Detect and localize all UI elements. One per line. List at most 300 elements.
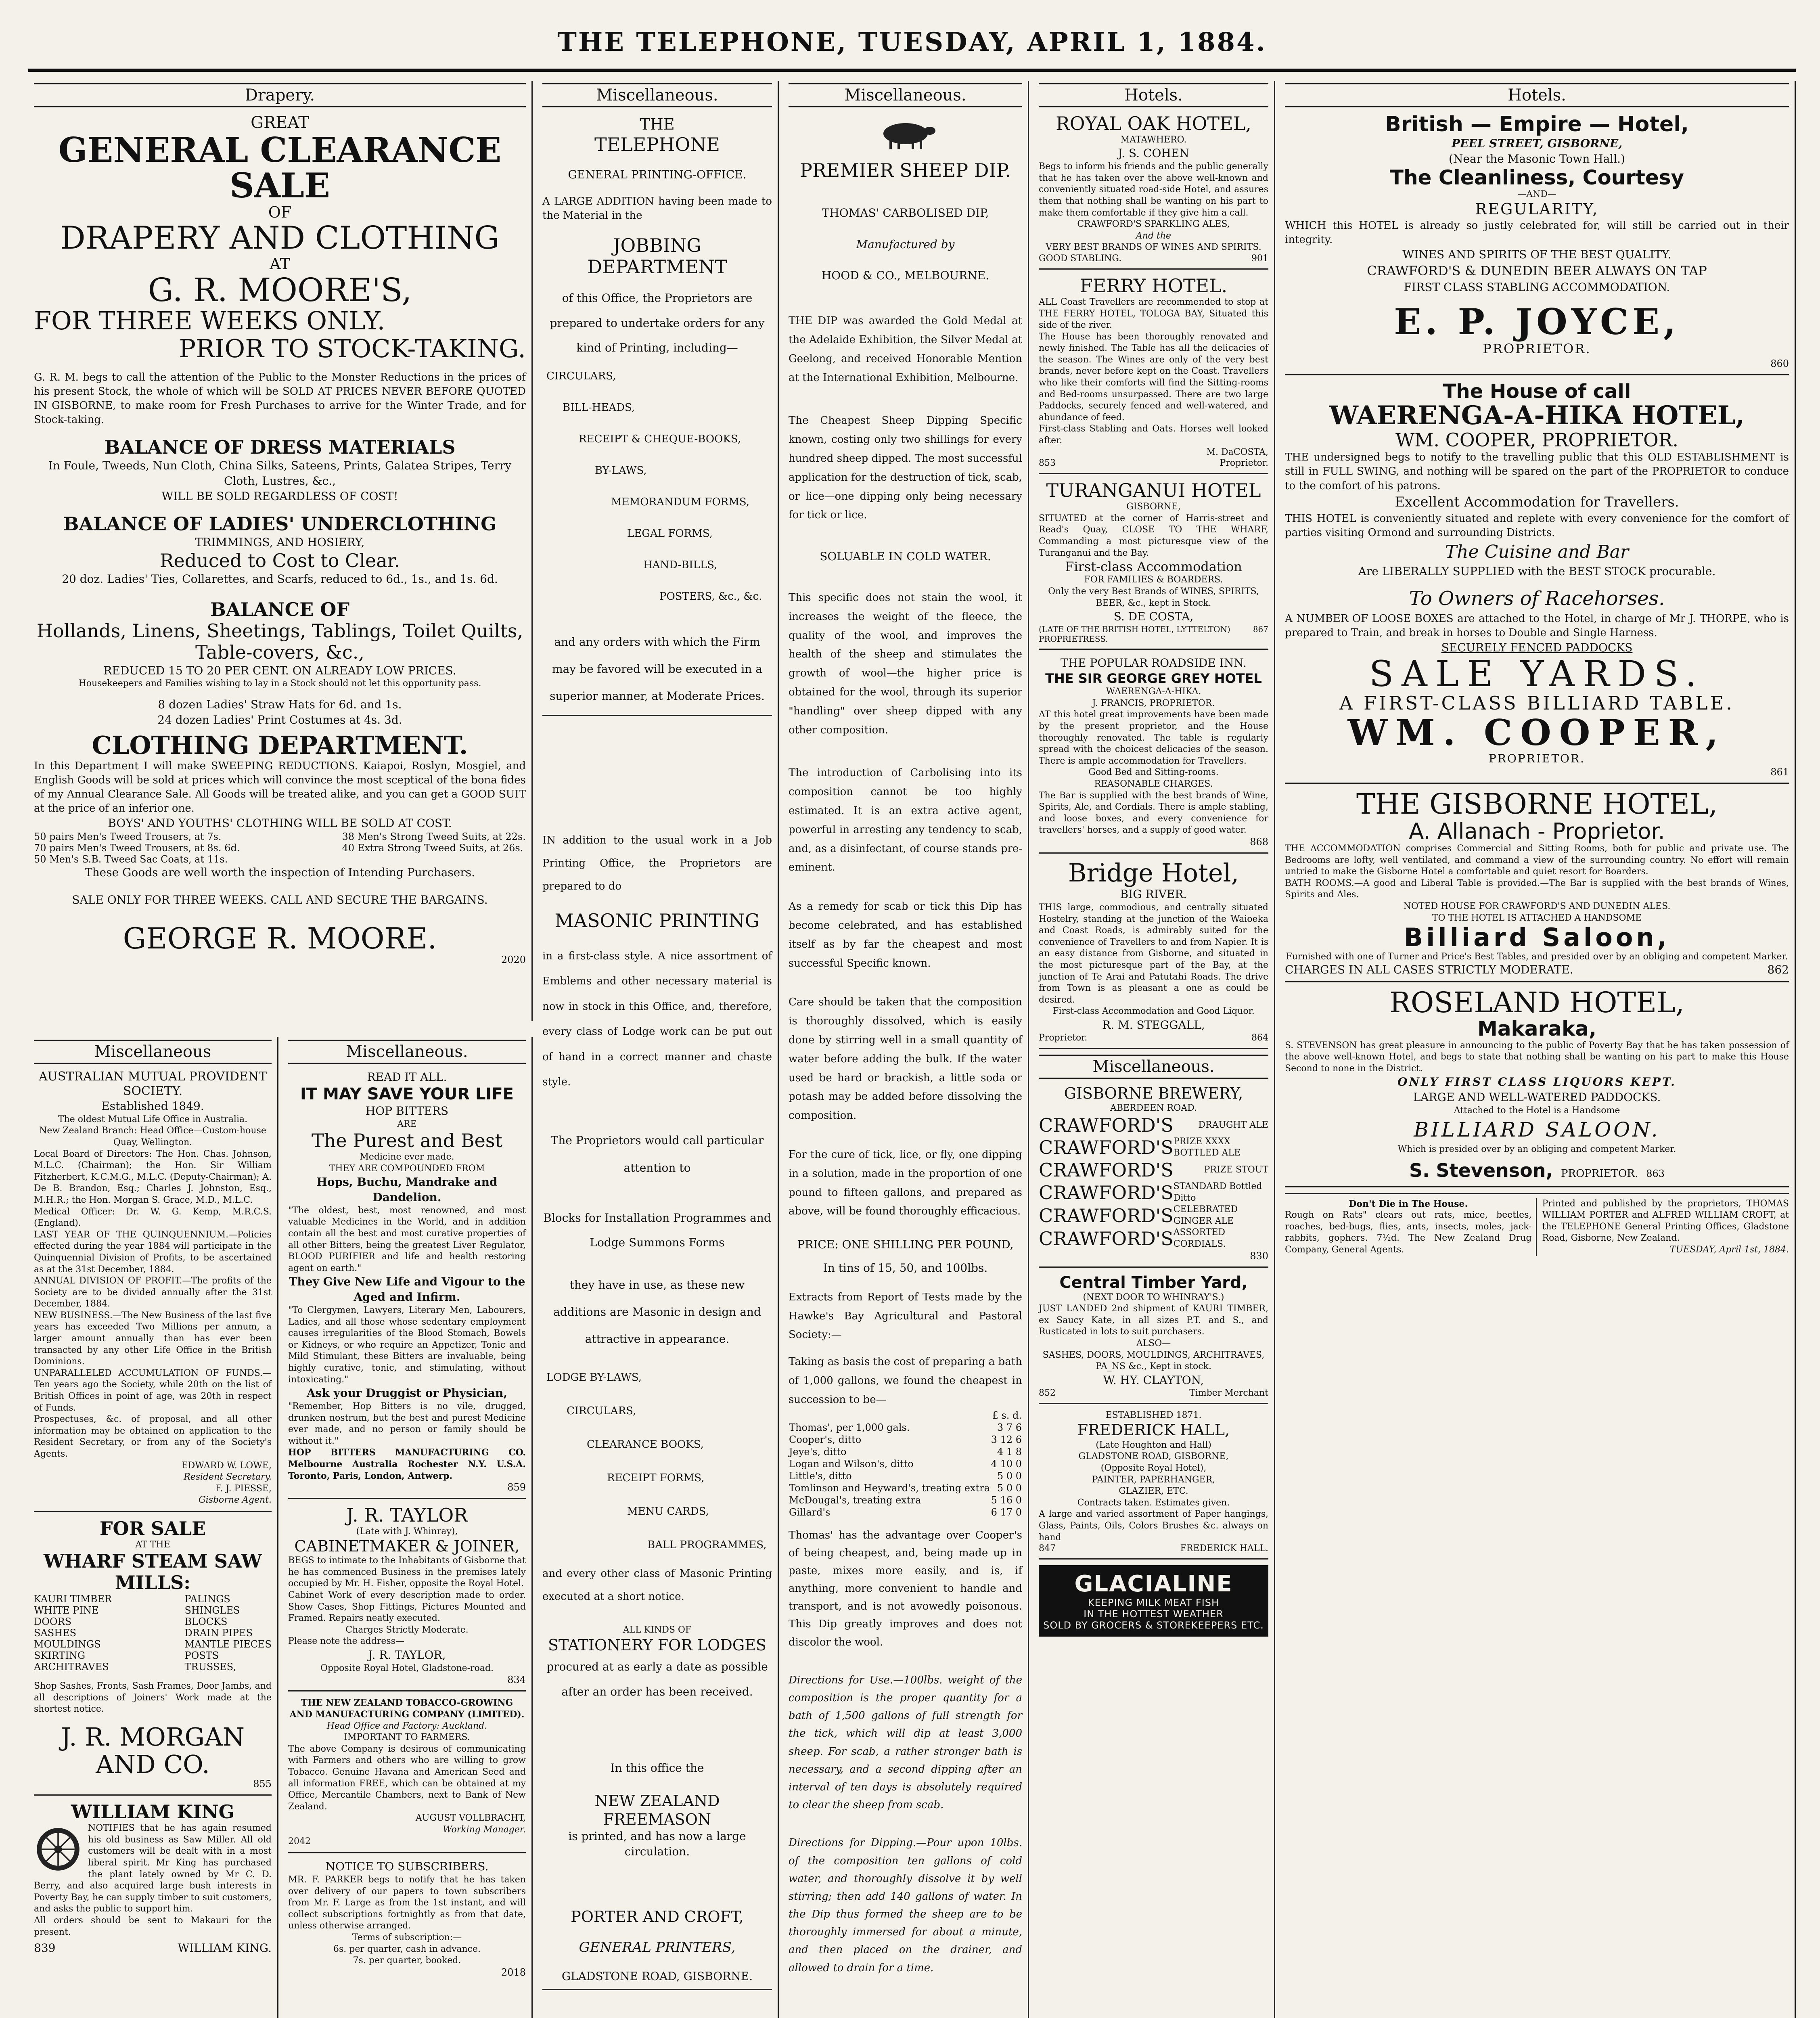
hood-name: HOOD & CO., MELBOURNE. <box>821 269 989 283</box>
turanganui-title: TURANGANUI HOTEL <box>1046 479 1261 502</box>
hotels-column-2 <box>1279 81 1796 2018</box>
sawmill-items-right <box>185 1593 272 1673</box>
dont-die-advert <box>1285 1198 1537 1256</box>
print-item: BILL-HEADS, <box>563 402 635 414</box>
amp-annual: ANNUAL DIVISION OF PROFIT.—The profits of the Society are to be divided annually after the 31st December, 1884. <box>34 1276 272 1309</box>
under-title: BALANCE OF LADIES' UNDERCLOTHING <box>63 513 497 535</box>
tobacco-role: Working Manager. <box>443 1824 526 1835</box>
amp-last-year: LAST YEAR OF THE QUINQUENNIUM.—Policies effected during the year 1884 will participate in the Quinquennial Division of Profits, to be ascertained as at the 31st December, 1884. <box>34 1229 272 1275</box>
house-of-call: The House of call <box>1443 380 1631 403</box>
ad-number: 2018 <box>501 1966 526 1978</box>
noted-house: NOTED HOUSE FOR CRAWFORD'S AND DUNEDIN ALES. <box>1403 901 1671 912</box>
general-printers: GENERAL PRINTERS, <box>579 1939 736 1955</box>
situated-text: THIS HOTEL is conveniently situated and replete with every convenience for the comfort of parties visiting Ormond and surrounding Districts. <box>1285 512 1789 539</box>
cure-text: For the cure of tick, lice, or fly, one dipping in a solution, made in the proportion of one pound to fifteen gallons, and prepared as above, will be found thoroughly efficacious. <box>789 1148 1022 1218</box>
bridge-accom: First-class Accommodation and Good Liquor. <box>1052 1006 1255 1017</box>
remedy-text: As a remedy for scab or tick this Dip has become celebrated, and has established itself as by far the cheapest and most successful Specific known. <box>789 900 1022 969</box>
call-attention: The Proprietors would call particular attention to <box>550 1134 764 1174</box>
brewery-advert <box>1039 1084 1268 1268</box>
clothing-price-list <box>34 831 526 865</box>
stevenson-role: PROPRIETOR. <box>1561 1167 1638 1180</box>
ad-number: 864 <box>1251 1032 1268 1043</box>
cost-table <box>789 1409 1022 1518</box>
sawmill-item: PALINGS <box>184 1593 230 1605</box>
hall-advert <box>1039 1410 1268 1560</box>
table-row <box>789 1434 1022 1446</box>
sheep-dip-column <box>783 81 1029 2018</box>
sawmill-item: SHINGLES <box>184 1605 240 1616</box>
section-drapery: Drapery. <box>34 83 526 107</box>
taylor-signature: J. R. TAYLOR, <box>368 1648 446 1662</box>
table-row <box>789 1506 1022 1518</box>
moore-advert <box>34 113 526 965</box>
large-paddocks: LARGE AND WELL-WATERED PADDOCKS. <box>1413 1091 1661 1104</box>
print-item: MEMORANDUM FORMS, <box>611 496 749 509</box>
masonic-text: in a first-class style. A nice assortment of Emblems and other necessary material is now in stock in this Office, and, therefore, every class of Lodge work can be put out of hand in a correct manner and chaste style. <box>542 950 772 1088</box>
table-cell: Logan and Wilson's, ditto <box>789 1458 914 1470</box>
sheep-dip-advert <box>789 115 1022 2018</box>
sawmill-item: SKIRTING <box>34 1650 86 1662</box>
ad-number: 2020 <box>501 954 526 966</box>
turanganui-footer <box>1039 624 1268 644</box>
gladstone-road: GLADSTONE ROAD, GISBORNE. <box>561 1970 753 1983</box>
bottom-notices <box>1285 1193 1789 1256</box>
sawmill-items <box>34 1593 272 1673</box>
attached-text: TO THE HOTEL IS ATTACHED A HANDSOME <box>1432 913 1642 923</box>
hop-quote: "The oldest, best, most renowned, and most valuable Medicines in the World, and in addition contain all the best and most curative properties of all other Bitters, being the greatest Liver Regulator, BLOOD PURIFIER and life and health restoring agent on earth." <box>288 1205 526 1273</box>
advantage-text: Thomas' has the advantage over Cooper's of being cheapest, and, being made up in paste, mixes more easily, and is, if anything, more convenient to handle and transport, and is not avowedly poisonous. This Dip greatly improves and does not discolor the wool. <box>789 1529 1022 1648</box>
billiard-saloon-title: Billiard Saloon, <box>1404 923 1670 952</box>
stationery-title: STATIONERY FOR LODGES <box>548 1636 766 1654</box>
and-label: —AND— <box>1517 189 1556 199</box>
waerenga-hotel-advert <box>1285 381 1789 784</box>
brand-row <box>1039 1181 1268 1204</box>
amp-unparalleled: UNPARALLELED ACCUMULATION OF FUNDS.—Ten years ago the Society, while 20th on the list of British Offices in point of age, was 20th in respect of Funds. <box>34 1368 272 1413</box>
masonic-more: they have in use, as these new additions are Masonic in design and attractive in appearance. <box>553 1278 761 1346</box>
holland-items: Hollands, Linens, Sheetings, Tablings, Toilet Quilts, Table-covers, &c., <box>36 620 523 663</box>
aberdeen-road: ABERDEEN ROAD. <box>1110 1103 1197 1114</box>
brand-name: PRIZE STOUT <box>1204 1164 1268 1175</box>
only-first-class: ONLY FIRST CLASS LIQUORS KEPT. <box>1397 1075 1676 1089</box>
moore-intro: G. R. M. begs to call the attention of the Public to the Monster Reductions in the prices of his present Stock, the whole of which will be SOLD AT PRICES NEVER BEFORE QUOTED IN GISBORNE, to make room for Fresh Purchases to arrive for the Winter Trade, and for Stock-taking. <box>34 371 526 426</box>
cuisine-bar: The Cuisine and Bar <box>1445 541 1629 562</box>
matawhero: MATAWHERO. <box>1120 134 1187 145</box>
amp-piesse-role: Gisborne Agent. <box>199 1495 272 1505</box>
freemason-title: NEW ZEALAND FREEMASON <box>594 1792 720 1828</box>
ad-number: 839 <box>34 1941 56 1955</box>
handsome-label: Attached to the Hotel is a Handsome <box>1454 1105 1620 1116</box>
cohen-text: Begs to inform his friends and the public generally that he has taken over the above well-known and conveniently situated road-side Hotel, and assures them that nothing shall be wanting on his part to make them comfortable if they give him a call. <box>1039 161 1268 218</box>
purest-best: The Purest and Best <box>312 1130 502 1152</box>
stevenson-text: S. STEVENSON has great pleasure in announcing to the public of Poverty Bay that he has taken possession of the above well-known Hotel, and begs to state that nothing shall be wanting on his part to make this House Second to none in the District. <box>1285 1040 1789 1074</box>
table-cell: Tomlinson and Heyward's, treating extra <box>789 1482 990 1494</box>
at-label: AT <box>270 255 290 273</box>
excellent-accom: Excellent Accommodation for Travellers. <box>1395 494 1679 510</box>
royal-oak-footer <box>1039 253 1268 264</box>
timber-next: (NEXT DOOR TO WHINRAY'S.) <box>1083 1292 1224 1302</box>
imprint-text: Printed and published by the proprietors, THOMAS WILLIAM PORTER and ALFRED WILLIAM CROFT, at the TELEPHONE General Printing Offices, Gladstone Road, Gisborne, New Zealand. <box>1542 1198 1789 1243</box>
taylor-address: Opposite Royal Hotel, Gladstone-road. <box>320 1663 494 1673</box>
lodge-item: RECEIPT FORMS, <box>607 1472 705 1484</box>
and-the: And the <box>1136 230 1171 241</box>
procured-text: procured at as early a date as possible after an order has been received. <box>546 1660 768 1698</box>
brand-row <box>1039 1136 1268 1159</box>
section-misc: Miscellaneous <box>34 1040 272 1064</box>
cleanliness: The Cleanliness, Courtesy <box>1389 165 1684 189</box>
established-label: ESTABLISHED 1871. <box>1105 1410 1202 1420</box>
lodge-end: and every other class of Masonic Printing executed at a short notice. <box>542 1567 772 1603</box>
lodge-list <box>542 1361 772 1562</box>
cabinetmaker: CABINETMAKER & JOINER, <box>294 1537 520 1555</box>
brewery-title: GISBORNE BREWERY, <box>1064 1084 1243 1102</box>
tins-line: In tins of 15, 50, and 100lbs. <box>823 1261 988 1275</box>
amp-medical: Medical Officer: Dr. W. G. Kemp, M.R.C.S. (England). <box>34 1206 272 1229</box>
holland-note: Housekeepers and Families wishing to lay in a Stock should not let this opportunity pass. <box>78 678 481 689</box>
clothing-title: CLOTHING DEPARTMENT. <box>92 730 468 760</box>
brand-row <box>1039 1159 1268 1181</box>
allanach-name: A. Allanach - Proprietor. <box>1409 818 1665 844</box>
misc-column-1a <box>28 1037 278 2018</box>
directions-use: Directions for Use.—100lbs. weight of the composition is the proper quantity for a bath of 1,500 gallons of full strength for the tick, which will dip at least 3,000 sheep. For scab, a rather stronger bath is necessary, and a second dipping after an interval of ten days is absolutely required to clear the sheep from scab. <box>789 1674 1022 1811</box>
near-hall: (Near the Masonic Town Hall.) <box>1449 152 1625 165</box>
ferry-stabling: First-class Stabling and Oats. Horses well looked after. <box>1039 424 1268 446</box>
under-text: 20 doz. Ladies' Ties, Collarettes, and Scarfs, reduced to 6d., 1s., and 1s. 6d. <box>62 572 498 586</box>
waerenga-label: WAERENGA-A-HIKA. <box>1106 687 1201 697</box>
also-text: SASHES, DOORS, MOULDINGS, ARCHITRAVES, PA_NS &c., Kept in stock. <box>1042 1350 1265 1372</box>
ad-number: 868 <box>1250 836 1268 848</box>
amp-title: AUSTRALIAN MUTUAL PROVIDENT SOCIETY. <box>38 1070 267 1098</box>
section-hotels: Hotels. <box>1285 83 1789 107</box>
printing-column <box>537 81 779 2018</box>
ferry-role: Proprietor. <box>1220 458 1268 469</box>
table-row <box>789 1458 1022 1470</box>
hop-remember: "Remember, Hop Bitters is no vile, drugged, drunken nostrum, but the best and purest Medicine ever made, and no person or family should be without it." <box>288 1401 526 1446</box>
sheep-icon <box>873 115 938 152</box>
table-header-cell: £ s. d. <box>992 1409 1022 1421</box>
timber-title: Central Timber Yard, <box>1059 1273 1248 1292</box>
makaraka: Makaraka, <box>1477 1017 1596 1040</box>
cohen-name: J. S. COHEN <box>1118 147 1189 160</box>
care-text: Care should be taken that the composition is thoroughly dissolved, which is easily done by stirring well in a small quantity of water before adding the bulk. If the water used be hard or brackish, a little soda or potash may be added before dissolving the composition. <box>789 996 1022 1122</box>
price-item: 50 Men's S.B. Tweed Sac Coats, at 11s. <box>34 853 228 865</box>
sawmill-item: SASHES <box>34 1627 77 1639</box>
sawmill-item: ARCHITRAVES <box>34 1661 109 1673</box>
grey-title: THE SIR GEORGE GREY HOTEL <box>1045 670 1262 686</box>
notice-terms-1: 6s. per quarter, cash in advance. <box>333 1944 481 1954</box>
printing-advert <box>542 115 772 716</box>
billiard-saloon: BILLIARD SALOON. <box>1414 1118 1660 1142</box>
joyce-name: E. P. JOYCE, <box>1394 300 1680 343</box>
ad-number: 862 <box>1767 963 1789 977</box>
price-item: 50 pairs Men's Tweed Trousers, at 7s. <box>34 831 222 842</box>
compounded-from: THEY ARE COMPOUNDED FROM <box>329 1163 485 1174</box>
glacialine-advert <box>1039 1565 1268 1637</box>
tobacco-title: THE NEW ZEALAND TOBACCO-GROWING AND MANUFACTURING COMPANY (LIMITED). <box>289 1698 525 1720</box>
taylor-charges: Charges Strictly Moderate. <box>345 1624 469 1635</box>
print-list <box>542 360 772 612</box>
hall-address: GLADSTONE ROAD, GISBORNE, <box>1078 1451 1229 1462</box>
ad-number: 847 <box>1039 1543 1056 1554</box>
brand-name: ASSORTED CORDIALS. <box>1173 1227 1226 1250</box>
drapery-heading: DRAPERY AND CLOTHING <box>60 220 500 256</box>
amp-advert <box>34 1070 272 1512</box>
imprint <box>1542 1198 1789 1256</box>
ferry-title: FERRY HOTEL. <box>1079 275 1228 297</box>
amp-prospectus: Prospectuses, &c. of proposal, and all other information may be obtained on application to the Resident Secretary, or from any of the Society's Agents. <box>34 1414 272 1459</box>
sawmill-item: DRAIN PIPES <box>184 1627 253 1639</box>
amp-new-business: NEW BUSINESS.—The New Business of the last five years has exceeded Two Millions per annum, a larger amount annually than has ever been transacted by any other Life Office in the British Dominions. <box>34 1310 272 1367</box>
sawmill-items-left <box>34 1593 112 1673</box>
carbolised: THOMAS' CARBOLISED DIP, <box>822 206 989 220</box>
print-item: RECEIPT & CHEQUE-BOOKS, <box>579 433 741 446</box>
gisborne-text: THE ACCOMMODATION comprises Commercial and Sitting Rooms, both for public and private use. The Bedrooms are lofty, well ventilated, and command a view of the surrounding country. No effort will remain untried to make the Gisborne Hotel a comfortable and quiet resort for Boarders. <box>1285 844 1789 877</box>
tobacco-farmers: IMPORTANT TO FARMERS. <box>344 1732 470 1743</box>
jobbing-title: JOBBING DEPARTMENT <box>587 234 727 278</box>
telephone-title: TELEPHONE <box>594 133 720 155</box>
lodge-item: BALL PROGRAMMES, <box>647 1539 767 1551</box>
table-cell: Gillard's <box>789 1506 831 1518</box>
ad-number: 901 <box>1251 253 1268 264</box>
tobacco-advert <box>288 1697 526 1853</box>
hall-painter: PAINTER, PAPERHANGER, <box>1092 1474 1215 1485</box>
bridge-footer <box>1039 1033 1268 1043</box>
of-label: OF <box>268 203 292 222</box>
amp-established: Established 1849. <box>101 1099 204 1113</box>
families: FOR FAMILIES & BOARDERS. <box>1084 575 1223 585</box>
sawmill-item: BLOCKS <box>184 1616 228 1628</box>
print-item: POSTERS, &c., &c. <box>659 590 762 603</box>
hats-line-2: 24 dozen Ladies' Print Costumes at 4s. 3d. <box>157 713 402 726</box>
extracts-text: Extracts from Report of Tests made by the Hawke's Bay Agricultural and Pastoral Society:— <box>789 1291 1022 1341</box>
tobacco-text: The above Company is desirous of communicating with Farmers and others who are willing to grow Tobacco. Genuine Havana and American Seed and all information FREE, which can be obtained at my Office, Mercantile Chambers, next to Bank of New Zealand. <box>288 1744 526 1812</box>
premier-title: PREMIER SHEEP DIP. <box>800 159 1011 181</box>
table-row <box>789 1482 1022 1494</box>
blocks-text: Blocks for Installation Programmes and Lodge Summons Forms <box>543 1211 771 1250</box>
ferry-footer <box>1039 458 1268 468</box>
grey-text: AT this hotel great improvements have been made by the present proprietor, and the House thoroughly renovated. The table is regularly spread with the choicest delicacies of the season. There is ample accommodation for Travellers. <box>1039 710 1268 766</box>
taylor-advert <box>288 1505 526 1691</box>
notice-terms-2: 7s. per quarter, booked. <box>353 1955 461 1966</box>
crawford-dunedin: CRAWFORD'S & DUNEDIN BEER ALWAYS ON TAP <box>1367 263 1707 278</box>
in-office: In this office the <box>610 1761 704 1775</box>
table-cell: Little's, ditto <box>789 1470 852 1482</box>
print-item: CIRCULARS, <box>546 370 616 383</box>
lodge-item: MENU CARDS, <box>627 1505 709 1518</box>
print-item: HAND-BILLS, <box>643 559 718 571</box>
printing-office: GENERAL PRINTING-OFFICE. <box>568 168 747 182</box>
table-row <box>789 1446 1022 1458</box>
royal-oak-advert <box>1039 113 1268 270</box>
notice-terms: Terms of subscription:— <box>352 1932 462 1943</box>
misc-column-1b <box>282 1037 533 2018</box>
grey-charges: REASONABLE CHARGES. <box>1094 779 1213 789</box>
taylor-text: BEGS to intimate to the Inhabitants of Gisborne that he has commenced Business in the premises lately occupied by Mr. H. Fisher, opposite the Royal Hotel. <box>288 1555 526 1589</box>
sale-three-weeks: SALE ONLY FOR THREE WEEKS. CALL AND SECURE THE BARGAINS. <box>72 893 488 906</box>
glacialine-hottest: IN THE HOTTEST WEATHER <box>1084 1608 1224 1620</box>
tobacco-signature: AUGUST VOLLBRACHT, <box>415 1813 526 1823</box>
clearance-title: GENERAL CLEARANCE SALE <box>58 130 502 206</box>
bath-rooms: BATH ROOMS.—A good and Liberal Table is provided.—The Bar is supplied with the best brands of Wines, Spirits and Ales. <box>1285 878 1789 900</box>
sawmill-item: TRUSSES, <box>184 1661 236 1673</box>
hall-opposite: (Opposite Royal Hotel), <box>1100 1463 1207 1473</box>
decosta-role: (LATE OF THE BRITISH HOTEL, LYTTELTON) PROPRIETRESS. <box>1039 624 1230 644</box>
charges-line: CHARGES IN ALL CASES STRICTLY MODERATE. <box>1285 963 1573 977</box>
notice-advert <box>288 1859 526 1983</box>
taylor-name: J. R. TAYLOR <box>346 1504 468 1526</box>
ingredients: Hops, Buchu, Mandrake and Dandelion. <box>316 1175 498 1204</box>
large-addition: A LARGE ADDITION having been made to the Material in the <box>542 195 772 222</box>
ferry-text: ALL Coast Travellers are recommended to stop at THE FERRY HOTEL, TOLOGA BAY, Situated this side of the river. <box>1039 297 1268 331</box>
stevenson-name: S. Stevenson, <box>1409 1159 1553 1181</box>
section-hotels: Hotels. <box>1039 83 1268 107</box>
cooper-text: THE undersigned begs to notify to the travelling public that this OLD ESTABLISHMENT is still in FULL SWING, and nothing will be spared on the part of the PROPRIETOR to conduce to the comfort of his patrons. <box>1285 451 1789 492</box>
crawfords-label: CRAWFORD'S <box>1039 1204 1174 1227</box>
inspect-line: These Goods are well worth the inspection of Intending Purchasers. <box>84 865 475 879</box>
sawblade-icon <box>34 1825 82 1874</box>
carbolising-text: The introduction of Carbolising into its composition cannot be too highly estimated. It is an extra active agent, powerful in arresting any tendency to scab, and, as a disinfectant, of course stands pre-eminent. <box>789 767 1022 874</box>
peel-street: PEEL STREET, GISBORNE, <box>1451 137 1623 151</box>
big-river: BIG RIVER. <box>1120 888 1187 901</box>
dress-text: In Foule, Tweeds, Nun Cloth, China Silks, Sateens, Prints, Galatea Stripes, Terry Cloth, Lustres, &c., <box>48 459 512 488</box>
brand-row <box>1039 1114 1268 1136</box>
tobacco-office: Head Office and Factory: Auckland. <box>326 1721 487 1731</box>
gisborne-label: GISBORNE, <box>1126 502 1181 512</box>
drapery-column <box>28 81 533 1021</box>
save-life: IT MAY SAVE YOUR LIFE <box>300 1084 514 1103</box>
section-misc: Miscellaneous. <box>789 83 1022 107</box>
proprietors-text: of this Office, the Proprietors are prepared to undertake orders for any kind of Printing, including— <box>550 291 765 355</box>
table-cell: 4 10 0 <box>991 1458 1022 1470</box>
glacialine-title: GLACIALINE <box>1074 1571 1233 1597</box>
under-reduced: Reduced to Cost to Clear. <box>159 550 400 572</box>
table-cell: 5 0 0 <box>997 1482 1022 1494</box>
roseland-advert <box>1285 988 1789 1187</box>
print-item: LEGAL FORMS, <box>627 528 713 540</box>
notice-title: NOTICE TO SUBSCRIBERS. <box>325 1860 489 1874</box>
stabling-accom: FIRST CLASS STABLING ACCOMMODATION. <box>1404 281 1670 294</box>
bridge-hotel-advert <box>1039 859 1268 1049</box>
crawfords-label: CRAWFORD'S <box>1039 1159 1174 1181</box>
table-row <box>789 1470 1022 1482</box>
great-label: GREAT <box>251 113 309 132</box>
francis-name: J. FRANCIS, PROPRIETOR. <box>1092 698 1215 708</box>
price-list-left <box>34 831 240 865</box>
hall-stock: A large and varied assortment of Paper hangings, Glass, Paints, Oils, Colors Brushes &c. always on hand <box>1039 1509 1268 1543</box>
ad-number: 863 <box>1646 1168 1665 1179</box>
waerenga-title: WAERENGA-A-HIKA HOTEL, <box>1329 400 1745 431</box>
table-row <box>789 1421 1022 1434</box>
first-class: First-class Accommodation <box>1065 559 1242 575</box>
regularity: REGULARITY, <box>1475 200 1599 218</box>
ad-number: 834 <box>507 1674 526 1686</box>
imprint-date: TUESDAY, April 1st, 1884. <box>1669 1244 1789 1255</box>
hall-name: FREDERICK HALL, <box>1077 1421 1230 1439</box>
clothing-text: In this Department I will make SWEEPING REDUCTIONS. Kaiapoi, Roslyn, Mosgiel, and English Goods will be sold at prices which will convince the most sceptical of the bona fides of my Annual Clearance Sale. All Goods will be treated alike, and you can get a GOOD SUIT at the price of an inferior one. <box>34 760 526 814</box>
gisborne-hotel-advert <box>1285 789 1789 982</box>
ad-number: 860 <box>1770 358 1789 369</box>
hop-manufacturer: HOP BITTERS MANUFACTURING CO. Melbourne Australia Rochester N.Y. U.S.A. Toronto, Paris, London, Antwerp. <box>288 1447 526 1481</box>
ferry-advert <box>1039 275 1268 474</box>
amp-lowe: EDWARD W. LOWE, <box>181 1460 272 1471</box>
masonic-intro: IN addition to the usual work in a Job Printing Office, the Proprietors are prepared to do <box>542 834 772 892</box>
table-cell: Thomas', per 1,000 gals. <box>789 1421 910 1433</box>
holland-reduced: REDUCED 15 TO 20 PER CENT. ON ALREADY LOW PRICES. <box>103 664 456 677</box>
table-cell: 5 0 0 <box>997 1470 1022 1482</box>
freemason-text: is printed, and has now a large circulation. <box>568 1830 746 1859</box>
king-title: WILLIAM KING <box>71 1801 234 1823</box>
table-cell: 5 16 0 <box>991 1494 1022 1506</box>
hotels-column-1 <box>1033 81 1275 2018</box>
grey-hotel-advert <box>1039 655 1268 854</box>
fenced-paddocks: SECURELY FENCED PADDOCKS <box>1441 641 1633 654</box>
king-text: NOTIFIES that he has again resumed his old business as Saw Miller. All old customers will be dealt with in a most liberal spirit. Mr King has purchased the plant lately owned by Mr C. D. Berry, and also acquired large bush interests in Poverty Bay, he can supply timber to suit customers, and asks the public to support him. <box>34 1823 272 1914</box>
directions-dipping: Directions for Dipping.—Pour upon 10lbs. of the composition ten gallons of cold water, and thoroughly dissolve it by well stirring; then add 140 gallons of water. In the Dip thus formed the sheep are to be thoroughly immersed for about a minute, and then placed on the drainer, and allowed to drain for a time. <box>789 1837 1022 1974</box>
taylor-address-label: Please note the address— <box>288 1636 404 1647</box>
taylor-late: (Late with J. Whinray), <box>356 1526 458 1537</box>
cheapest-text: The Cheapest Sheep Dipping Specific known, costing only two shillings for every hundred sheep dipped. The most successful application for the destruction of tick, scab, or lice—one dipping only being necessary for tick or lice. <box>789 414 1022 521</box>
wharf-title: WHARF STEAM SAW MILLS: <box>43 1550 262 1594</box>
which-text: WHICH this HOTEL is already so justly celebrated for, will still be carried out in their integrity. <box>1285 219 1789 246</box>
notice-text: MR. F. PARKER begs to notify that he has taken over delivery of our papers to town subscribers from Mr. F. Large as from the 1st instant, and will collect subscriptions fortnightly as from that date, unless otherwise arranged. <box>288 1874 526 1931</box>
sawmill-item: DOORS <box>34 1616 72 1628</box>
hall-late: (Late Houghton and Hall) <box>1096 1440 1211 1450</box>
brand-row <box>1039 1204 1268 1227</box>
table-header <box>789 1409 1022 1421</box>
moore-name: G. R. MOORE'S, <box>148 271 412 309</box>
soluable: SOLUABLE IN COLD WATER. <box>820 550 991 563</box>
manufactured: Manufactured by <box>856 237 955 251</box>
popular-inn: THE POPULAR ROADSIDE INN. <box>1061 656 1247 670</box>
brand-name: PRIZE XXXX BOTTLED ALE <box>1173 1136 1241 1158</box>
lodge-item: LODGE BY-LAWS, <box>546 1371 642 1384</box>
glacialine-keeping: KEEPING MILK MEAT FISH <box>1088 1597 1220 1609</box>
read-all: READ IT ALL. <box>367 1070 447 1084</box>
gold-medal: THE DIP was awarded the Gold Medal at the Adelaide Exhibition, the Silver Medal at Geelong, and received Honorable Mention at the International Exhibition, Melbourne. <box>789 315 1022 384</box>
amp-branch: New Zealand Branch: Head Office—Custom-house Quay, Wellington. <box>39 1126 266 1147</box>
king-orders: All orders should be sent to Makauri for the present. <box>34 1915 272 1937</box>
bridge-text: THIS large, commodious, and centrally situated Hostelry, standing at the junction of the Waioeka and Coast Roads, is admirably suited for the convenience of Travellers to and from Napier. It is an easy distance from Gisborne, and situated in the most picturesque part of the Bay, at the junction of Te Arai and Patutahi Roads. The drive from Town is as pleasant a one as could be desired. <box>1039 902 1268 1005</box>
favoured-text: and any orders with which the Firm may be favored will be executed in a superior manner, at Moderate Prices. <box>550 635 765 703</box>
hop-clergy: "To Clergymen, Lawyers, Literary Men, Labourers, Ladies, and all those whose sedentary employment causes irregularities of the Blood Stomach, Bowels or Kidneys, or who require an Appetizer, Tonic and Mild Stimulant, these Bitters are invaluable, being highly curative, tonic, and stimulating, without intoxicating." <box>288 1305 526 1385</box>
dress-sold: WILL BE SOLD REGARDLESS OF COST! <box>161 489 398 503</box>
for-sale: FOR SALE <box>99 1517 206 1539</box>
price-item: 70 pairs Men's Tweed Trousers, at 8s. 6d. <box>34 842 240 854</box>
good-stabling: GOOD STABLING. <box>1039 253 1122 264</box>
ad-number: 861 <box>1770 766 1789 778</box>
lodge-item: CIRCULARS, <box>567 1405 636 1417</box>
table-cell: McDougal's, treating extra <box>789 1494 921 1506</box>
cooper-role: PROPRIETOR. <box>1489 752 1585 766</box>
cooper-proprietor: WM. COOPER, PROPRIETOR. <box>1395 429 1678 451</box>
sawmill-item: KAURI TIMBER <box>34 1593 112 1605</box>
crawfords-label: CRAWFORD'S <box>1039 1137 1174 1159</box>
glacialine-sold: SOLD BY GROCERS & STOREKEEPERS ETC. <box>1043 1620 1264 1631</box>
crawfords-label: CRAWFORD'S <box>1039 1228 1174 1250</box>
british-title: British — Empire — Hotel, <box>1385 112 1689 136</box>
table-cell: 4 1 8 <box>997 1446 1022 1457</box>
brand-name: CELEBRATED GINGER ALE <box>1173 1204 1238 1226</box>
hall-contracts: Contracts taken. Estimates given. <box>1077 1497 1230 1508</box>
masonic-advert <box>542 829 772 1991</box>
holland-title: BALANCE OF <box>210 598 350 620</box>
joyce-role: PROPRIETOR. <box>1483 341 1591 357</box>
british-empire-advert <box>1285 113 1789 375</box>
ask-druggist: Ask your Druggist or Physician, <box>306 1386 508 1400</box>
hop-bitters-advert <box>288 1070 526 1499</box>
turanganui-advert <box>1039 480 1268 650</box>
sawmill-item: POSTS <box>184 1650 219 1662</box>
ad-number: 855 <box>253 1778 272 1790</box>
